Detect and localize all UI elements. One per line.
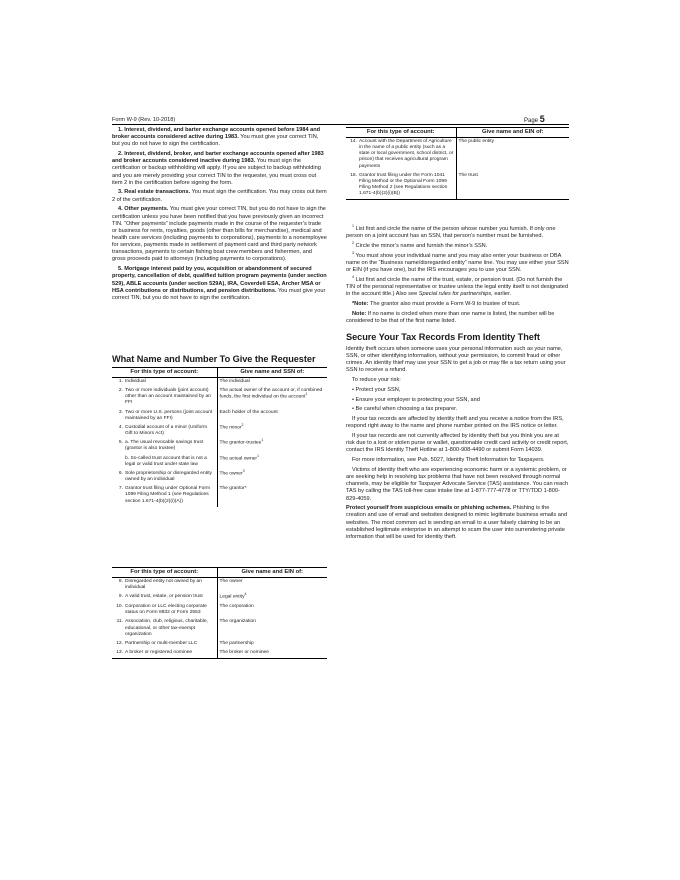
give-name-cell	[217, 593, 327, 603]
give-name-text: The owner	[219, 579, 243, 584]
account-type-cell	[112, 387, 217, 408]
id-para-4: If your tax records are not currently affected by identity theft but you think you are at risk due to a lost or stolen purse or wallet, questionable credit card activity or credit report, contact the IRS Identity Theft Hotline at 1-800-908-4490 or submit Form 14039.	[346, 433, 569, 454]
account-type-text: A broker or registered nominee	[125, 650, 193, 656]
account-type-cell	[112, 439, 217, 454]
id-para-3: If your tax records are affected by identity theft and you receive a notice from the IRS, respond right away to the name and phone number printed on the IRS notice or letter.	[346, 416, 564, 430]
footnote-4-italic: Special rules for partnerships,	[418, 291, 493, 298]
bullet-2: • Ensure your employer is protecting your SSN, and	[352, 396, 480, 403]
row-number: 9.	[118, 594, 123, 600]
give-name-cell	[217, 409, 327, 424]
ein-col-account: For this type of account:	[112, 568, 217, 578]
footnote-4-end: earlier.	[492, 291, 512, 298]
give-name-text: Legal entity	[219, 594, 245, 600]
para-4-text: You must give your correct TIN, but you do not have to sign the certification unless you have been notified that you have previously given an incorrect TIN. “Other payments” include payments made in the course of the requester’s trade or business for rents, royalties, goods (other than bills for merchandise), medical and health care services (including payments to corporations), payments to a nonemployee for services, payments made in settlement of payment card and third party network transactions, payments to certain fishing boat crew members and fishermen, and gross proceeds paid to attorneys (including payments to corporations).	[112, 206, 327, 263]
account-type-text: Partnership or multi-member LLC	[125, 640, 198, 646]
name-note-label: Note:	[352, 310, 367, 317]
table-row	[112, 378, 327, 388]
account-type-cell	[346, 172, 456, 200]
account-type-text: Account with the Department of Agriculture in the name of a public entity (such as a state or local government, school district, or prison) that receives agricultural program payments	[359, 139, 454, 169]
table-row	[112, 409, 327, 424]
row-number: 5.	[118, 440, 123, 446]
account-type-cell	[112, 603, 217, 618]
row-number: 8.	[118, 579, 123, 584]
para-1	[112, 127, 327, 148]
page-num: 5	[539, 114, 545, 124]
give-name-cell	[217, 455, 327, 470]
account-type-text: Individual	[125, 379, 146, 384]
footnote-1: $^1$ List first and circle the name of the person whose number you furnish. If only one person on a joint account has an SSN, that person’s number must be furnished.	[346, 224, 556, 240]
footnote-marker: 1	[305, 392, 308, 397]
table-row	[112, 578, 327, 594]
para-3	[112, 189, 327, 203]
table-row	[112, 603, 327, 618]
footnote-marker: 1	[257, 453, 260, 458]
give-name-text: The corporation	[219, 604, 254, 610]
row-number: 6.	[118, 470, 123, 476]
table-row	[112, 593, 327, 603]
para-2-lead: 2. Interest, dividend, broker, and barter exchange accounts opened after 1983 and broker accounts considered inactive during 1983.	[112, 151, 324, 165]
give-name-text: The grantor-trustee	[219, 440, 262, 446]
give-name-text: The trust	[458, 172, 478, 178]
page-number	[524, 114, 545, 124]
give-name-cell	[217, 470, 327, 485]
form-reference: Form W-9 (Rev. 10-2018)	[112, 117, 176, 123]
bullet-1: • Protect your SSN,	[352, 386, 401, 393]
footnote-4-text: List first and circle the name of the trust, estate, or pension trust. (Do not furnish the TIN of the personal representative or trustee unless the legal entity itself is not designated in the account title.) Also see	[346, 276, 569, 298]
footnote-marker: 3	[242, 468, 245, 473]
table-row	[112, 485, 327, 506]
footnote-3: $^3$ You must show your individual name and you may also enter your business or DBA name on the “Business name/disregarded entity” name line. You may use either your SSN or EIN (if you have one), but the IRS encourages you to use your SSN.	[346, 250, 569, 273]
id-para-5: For more information, see Pub. 5027, Identity Theft Information for Taxpayers.	[352, 457, 545, 464]
footnote-1-text: List first and circle the name of the person whose number you furnish. If only one person on a joint account has an SSN, that person’s number must be furnished.	[346, 226, 556, 240]
account-type-cell	[112, 424, 217, 439]
table-row	[346, 138, 569, 172]
para-1-text: You must give your correct TIN, but you do not have to sign the certification.	[112, 134, 319, 148]
para-4-lead: 4. Other payments.	[118, 206, 169, 213]
ein-table	[112, 567, 327, 659]
account-type-cell	[112, 649, 217, 659]
ein2-col-account: For this type of account:	[346, 128, 456, 138]
footnote-2-text: Circle the minor’s name and furnish the minor’s SSN.	[355, 242, 488, 249]
table-row	[112, 387, 327, 408]
row-number: 14.	[350, 139, 357, 144]
give-name-cell	[217, 424, 327, 439]
account-type-cell	[112, 618, 217, 639]
give-name-text: The public entity	[458, 139, 495, 144]
account-type-text: Grantor trust filing under Optional Form 1099 Filing Method 1 (see Regulations section 1.671-4(b)(2)(i)(A))	[125, 486, 211, 504]
footnote-3-text: You must show your individual name and you may also enter your business or DBA name on the “Business name/disregarded entity” name line. You may use either your SSN or EIN (if you have one), but the IRS encourages you to use your SSN.	[346, 252, 569, 273]
footnote-marker: 2	[241, 422, 244, 427]
row-number: 11.	[116, 619, 123, 625]
account-type-text: Two or more U.S. persons (joint account maintained by an FFI)	[125, 409, 213, 421]
grantor-note	[346, 301, 569, 308]
row-number: 10.	[116, 604, 123, 610]
name-note-text: If no name is circled when more than one name is listed, the number will be considered to be that of the first name listed.	[346, 310, 555, 324]
id-para-2: To reduce your risk:	[352, 377, 401, 384]
para-3-text: You must sign the certification. You may cross out item 2 of the certification.	[112, 189, 327, 203]
give-name-cell	[217, 387, 327, 408]
id-para-6: Victims of identity theft who are experiencing economic harm or a systemic problem, or are seeking help in resolving tax problems that have not been resolved through normal channels, may be eligible for Taxpayer Advocate Service (TAS) assistance. You can reach TAS by calling the TAS toll-free case intake line at 1-877-777-4778 or TTY/TDD 1-800-829-4059.	[346, 466, 569, 502]
footnote-marker: 1	[261, 438, 264, 443]
account-type-cell	[112, 378, 217, 388]
para-5-text: You must give your correct TIN, but you do not have to sign the certification.	[112, 287, 326, 301]
table-row	[112, 455, 327, 470]
give-name-text: The actual owner of the account or, if combined funds, the first individual on the account	[219, 388, 323, 400]
table-row	[112, 649, 327, 659]
footnote-marker: 4	[244, 592, 247, 597]
bullet-1-text: Protect your SSN,	[355, 386, 401, 393]
row-number: 13.	[116, 650, 123, 656]
ssn-col-account: For this type of account:	[112, 368, 217, 378]
account-type-text: a. The usual revocable savings trust (grantor is also trustee)	[125, 440, 204, 452]
give-name-text: The partnership	[219, 640, 254, 646]
id-para-1: Identity theft occurs when someone uses your personal information such as your name, SSN, or other identifying information, without your permission, to commit fraud or other crimes. An identity thief may use your SSN to get a job or may file a tax return using your SSN to receive a refund.	[346, 346, 566, 374]
give-name-cell	[217, 439, 327, 454]
header-rule	[112, 124, 569, 125]
identity-theft-section	[346, 346, 569, 544]
give-name-cell	[456, 138, 569, 172]
ein-col-give: Give name and EIN of:	[217, 568, 327, 578]
give-name-cell	[217, 378, 327, 388]
bullet-3: • Be careful when choosing a tax preparer.	[352, 406, 458, 413]
table-row	[112, 439, 327, 454]
account-type-cell	[112, 455, 217, 470]
grantor-note-text: The grantor also must provide a Form W-9 to trustee of trust.	[368, 300, 521, 307]
table-row	[346, 172, 569, 200]
account-type-text: b. So-called trust account that is not a legal or valid trust under state law	[125, 455, 207, 467]
account-type-text: Grantor trust filing under the Form 1041 Filing Method or the Optional Form 1099 Filing Method 2 (see Regulations section 1.671-4(b)(2)(i)(B))	[359, 172, 448, 197]
footnote-4: $^4$ List first and circle the name of the trust, estate, or pension trust. (Do not furnish the TIN of the personal representative or trustee unless the legal entity itself is not designated in the account title.) Also see Special rules for partnerships, earlier.	[346, 274, 569, 298]
row-number: 15.	[350, 172, 357, 178]
row-number	[114, 456, 125, 468]
id-para-7	[346, 505, 569, 541]
id-para-7-lead: Protect yourself from suspicious emails or phishing schemes.	[346, 505, 512, 512]
account-type-text: Sole proprietorship or disregarded entity owned by an individual	[125, 470, 212, 483]
table-row	[112, 470, 327, 485]
right-column	[346, 226, 569, 327]
account-type-text: Association, club, religious, charitable, educational, or other tax-exempt organization	[125, 619, 208, 637]
give-name-cell	[217, 640, 327, 649]
identity-theft-heading: Secure Your Tax Records From Identity Theft	[346, 332, 540, 342]
para-5-lead: 5. Mortgage interest paid by you, acquisition or abandonment of secured property, cancellation of debt, qualified tuition program payments (under section 529), ABLE accounts (under section 529A), IRA, Coverdell ESA, Archer MSA or HSA contributions or distributions, and pension distributions.	[112, 266, 327, 294]
para-5	[112, 266, 327, 302]
give-name-cell	[217, 618, 327, 639]
row-number: 3.	[118, 409, 123, 415]
account-type-text: Two or more individuals (joint account) other than an account maintained by an FFI	[125, 388, 211, 406]
row-number: 1.	[118, 379, 123, 384]
ein-table-continued	[346, 127, 569, 200]
para-1-lead: 1. Interest, dividend, and barter exchange accounts opened before 1984 and broker accounts considered active during 1983.	[112, 127, 321, 141]
left-column	[112, 127, 327, 305]
give-name-cell	[217, 603, 327, 618]
table-row	[112, 640, 327, 649]
ssn-col-give: Give name and SSN of:	[217, 368, 327, 378]
give-name-cell	[217, 649, 327, 659]
account-type-text: Disregarded entity not owned by an individual	[125, 579, 202, 591]
account-type-cell	[112, 593, 217, 603]
account-type-text: Custodial account of a minor (Uniform Gift to Minors Act)	[125, 424, 208, 437]
give-name-text: The minor	[219, 425, 242, 431]
table-row	[112, 618, 327, 639]
bullet-3-text: Be careful when choosing a tax preparer.	[355, 406, 458, 413]
name-note	[346, 311, 569, 325]
account-type-cell	[112, 470, 217, 485]
give-name-text: Each holder of the account	[219, 409, 278, 415]
para-2	[112, 151, 327, 187]
para-2-text: You must sign the certification or backup withholding will apply. If you are subject to backup withholding and you are merely providing your correct TIN to the requester, you must cross out item 2 in the certification before signing the form.	[112, 158, 321, 186]
row-number: 2.	[118, 388, 123, 394]
give-name-text: The broker or nominee	[219, 650, 269, 656]
page-word: Page	[524, 118, 539, 124]
account-type-cell	[112, 409, 217, 424]
row-number: 12.	[116, 640, 123, 646]
give-name-text: The actual owner	[219, 456, 258, 462]
grantor-note-label: *Note:	[352, 300, 369, 307]
give-name-text: The owner	[219, 471, 243, 477]
give-name-text: The individual	[219, 379, 250, 384]
give-name-text: The organization	[219, 619, 256, 625]
account-type-text: A valid trust, estate, or pension trust	[125, 594, 203, 600]
para-4	[112, 206, 327, 263]
account-type-text: Corporation or LLC electing corporate status on Form 8832 or Form 2553	[125, 604, 207, 616]
account-type-cell	[112, 578, 217, 594]
give-name-cell	[217, 485, 327, 506]
ein2-col-give: Give name and EIN of:	[456, 128, 569, 138]
ssn-table	[112, 367, 327, 507]
bullet-2-text: Ensure your employer is protecting your SSN, and	[355, 396, 480, 403]
give-name-text: The grantor*	[219, 486, 247, 492]
para-3-lead: 3. Real estate transactions.	[118, 189, 191, 196]
requester-heading: What Name and Number To Give the Requester	[112, 354, 316, 364]
give-name-cell	[456, 172, 569, 200]
row-number: 7.	[118, 486, 123, 492]
row-number: 4.	[118, 424, 123, 430]
table-row	[112, 424, 327, 439]
account-type-cell	[112, 640, 217, 649]
account-type-cell	[346, 138, 456, 172]
id-para-7-text: Phishing is the creation and use of email and websites designed to mimic legitimate business emails and websites. The most common act is sending an email to a user falsely claiming to be an established legitimate enterprise in an attempt to scam the user into surrendering private information that will be used for identity theft.	[346, 505, 568, 540]
footnote-2: $^2$ Circle the minor’s name and furnish the minor’s SSN.	[352, 241, 488, 249]
account-type-cell	[112, 485, 217, 506]
